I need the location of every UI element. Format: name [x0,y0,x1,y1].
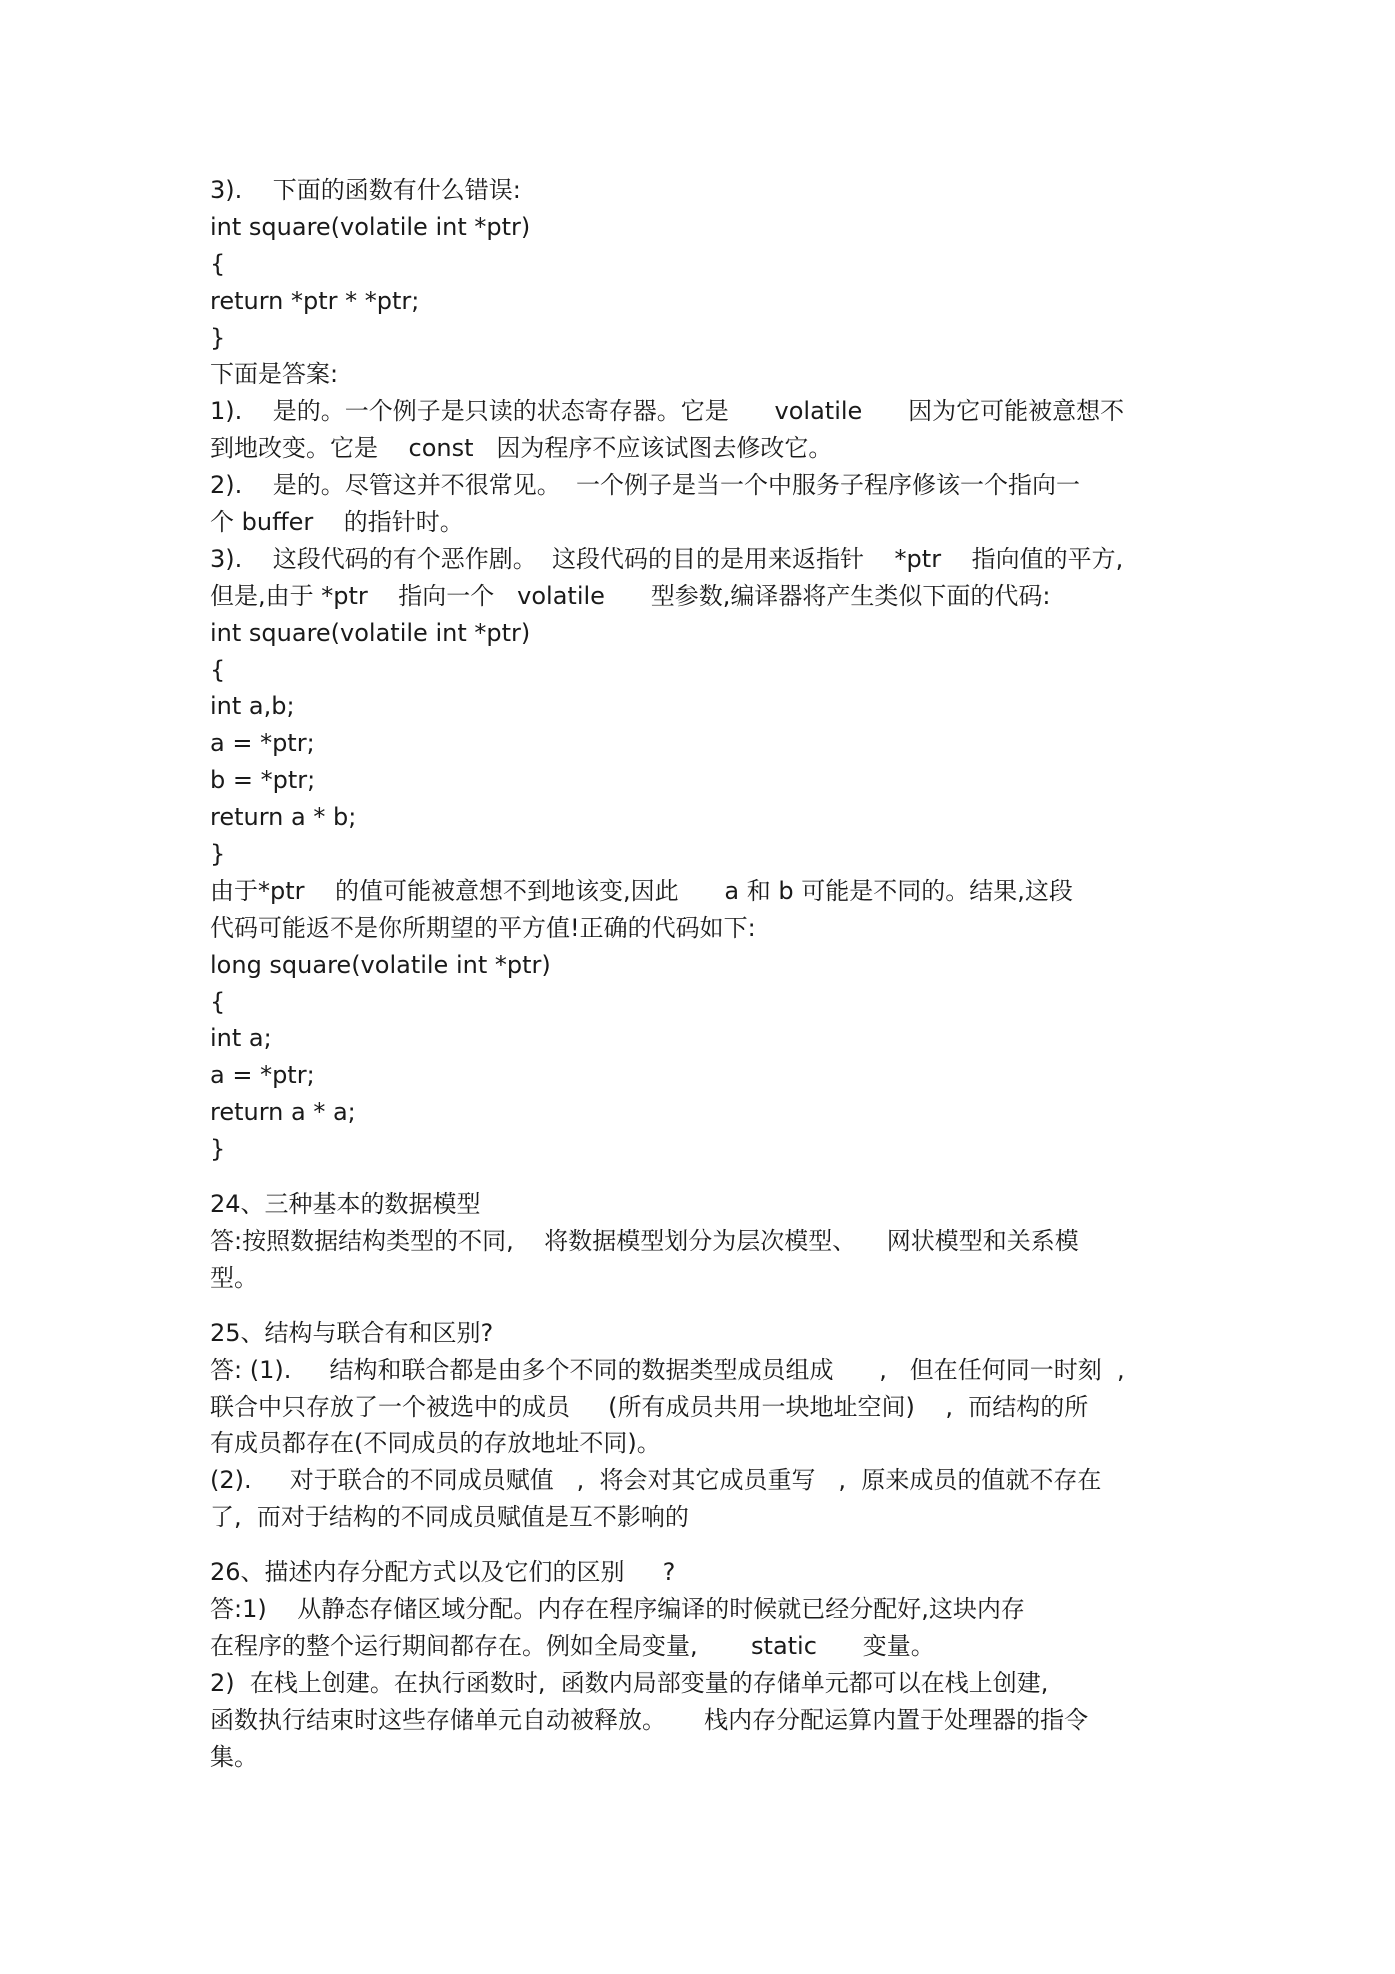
text-line: 下面是答案: [210,360,339,389]
text-line: 答:按照数据结构类型的不同, 将数据模型划分为层次模型、 网状模型和关系模 [210,1226,1079,1255]
text-line: b = *ptr; [210,766,316,795]
text-line: int square(volatile int *ptr) [210,618,531,647]
text-line: 2). 是的。尽管这并不很常见。 一个例子是当一个中服务子程序修该一个指向一 [210,471,1081,500]
text-line: 个 buffer 的指针时。 [210,508,464,537]
text-line: 到地改变。它是 const 因为程序不应该试图去修改它。 [210,434,833,463]
text-line: a = *ptr; [210,1061,315,1090]
text-line: 24、三种基本的数据模型 [210,1190,481,1219]
text-line: 函数执行结束时这些存储单元自动被释放。 栈内存分配运算内置于处理器的指令 [210,1705,1089,1734]
text-line: 3). 这段代码的有个恶作剧。 这段代码的目的是用来返指针 *ptr 指向值的平方, [210,544,1124,573]
text-line: { [210,987,226,1016]
text-line: return a * b; [210,803,357,832]
text-line: 有成员都存在(不同成员的存放地址不同)。 [210,1429,661,1458]
text-line: { [210,655,226,684]
text-line: 2) 在栈上创建。在执行函数时, 函数内局部变量的存储单元都可以在栈上创建, [210,1668,1049,1697]
text-line: 在程序的整个运行期间都存在。例如全局变量, static 变量。 [210,1631,935,1660]
text-line: (2). 对于联合的不同成员赋值 , 将会对其它成员重写 , 原来成员的值就不存在 [210,1466,1102,1495]
text-line: long square(volatile int *ptr) [210,950,551,979]
text-line: 答: (1). 结构和联合都是由多个不同的数据类型成员组成 , 但在任何同一时刻 , [210,1355,1125,1384]
paragraph-gap [210,1297,1200,1315]
text-line: 1). 是的。一个例子是只读的状态寄存器。它是 volatile 因为它可能被意想不 [210,397,1125,426]
text-line: return *ptr * *ptr; [210,286,420,315]
text-line: 但是,由于 *ptr 指向一个 volatile 型参数,编译器将产生类似下面的代码: [210,581,1051,610]
text-line: 26、描述内存分配方式以及它们的区别 ? [210,1558,676,1587]
text-line: 3). 下面的函数有什么错误: [210,176,521,204]
text-line: 25、结构与联合有和区别? [210,1318,494,1347]
paragraph-gap [210,1536,1200,1554]
text-line: return a * a; [210,1098,356,1127]
text-line: } [210,1135,226,1164]
text-line: 集。 [210,1742,258,1771]
document-page [210,172,1200,1775]
text-line: int square(volatile int *ptr) [210,212,531,241]
text-line: 由于*ptr 的值可能被意想不到地该变,因此 a 和 b 可能是不同的。结果,这段 [210,876,1073,905]
text-line: } [210,323,226,352]
text-line: a = *ptr; [210,729,315,758]
text-line: int a; [210,1024,272,1053]
text-line: { [210,249,226,278]
text-line: 代码可能返不是你所期望的平方值!正确的代码如下: [210,913,756,942]
text-line: 联合中只存放了一个被选中的成员 (所有成员共用一块地址空间) , 而结构的所 [210,1392,1089,1421]
text-line: int a,b; [210,692,295,721]
text-line: 型。 [210,1263,258,1292]
text-line: 答:1) 从静态存储区域分配。内存在程序编译的时候就已经分配好,这块内存 [210,1594,1025,1623]
paragraph-gap [210,1168,1200,1186]
text-line: } [210,840,226,869]
text-line: 了, 而对于结构的不同成员赋值是互不影响的 [210,1503,689,1532]
